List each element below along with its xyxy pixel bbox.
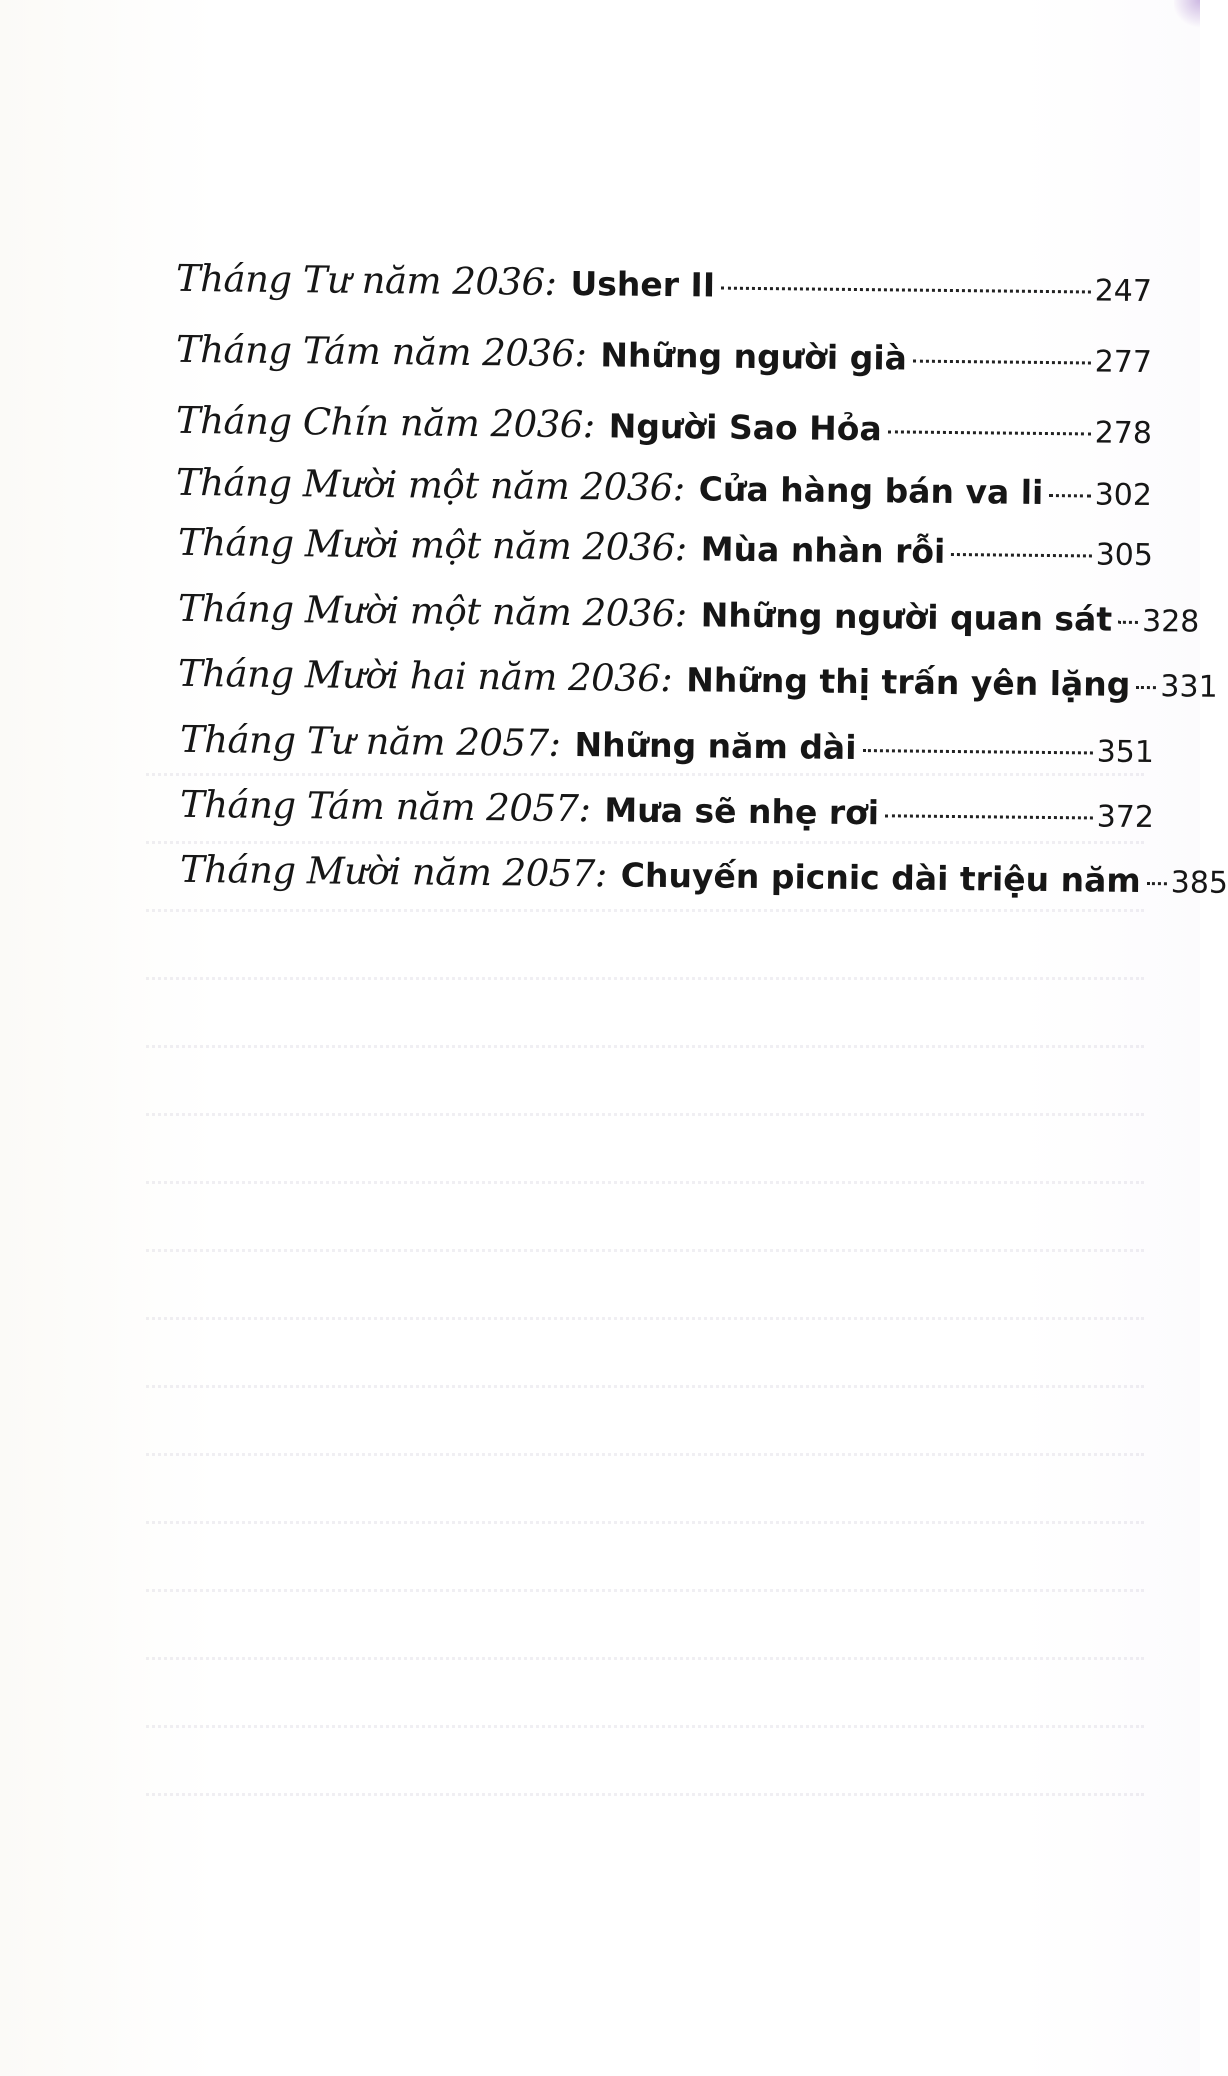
dot-leader — [862, 749, 1092, 754]
dot-leader — [888, 430, 1091, 435]
toc-entry-page: 331 — [1160, 669, 1218, 705]
toc-entry — [176, 399, 1152, 452]
toc-entry — [179, 847, 1228, 901]
toc-entry-page: 385 — [1170, 865, 1228, 901]
toc-entry-date: Tháng Mười một năm 2036: — [177, 520, 688, 570]
dot-leader — [1147, 882, 1167, 885]
toc-entry-date: Tháng Mười một năm 2036: — [177, 586, 688, 636]
toc-entry-date: Tháng Tư năm 2036: — [175, 256, 557, 304]
toc-entry-title: Usher II — [570, 264, 716, 305]
toc-entry-date: Tháng Tám năm 2057: — [179, 782, 591, 831]
toc-entry-page: 351 — [1096, 734, 1155, 771]
toc-entry — [177, 586, 1200, 640]
toc-entry — [180, 718, 1154, 771]
toc-entry-page: 278 — [1094, 415, 1153, 452]
toc-entry-title: Những người quan sát — [700, 595, 1113, 639]
toc-entry-date: Tháng Chín năm 2036: — [175, 398, 596, 447]
toc-entry-date: Tháng Mười năm 2057: — [179, 847, 608, 896]
toc-entry-date: Tháng Tư năm 2057: — [179, 717, 561, 765]
toc-entry-title: Những năm dài — [574, 725, 857, 767]
toc-entry-page: 372 — [1096, 799, 1155, 836]
toc-entry-page: 277 — [1094, 344, 1153, 381]
toc-entry-title: Cửa hàng bán va li — [698, 469, 1044, 512]
toc-entry-title: Mùa nhàn rỗi — [700, 529, 946, 571]
toc-entry-title: Những người già — [600, 335, 908, 378]
toc-entry-page: 247 — [1094, 273, 1153, 310]
toc-entry-title: Những thị trấn yên lặng — [686, 660, 1131, 704]
toc-entry-title: Mưa sẽ nhẹ rơi — [604, 790, 880, 833]
toc-entry-title: Chuyến picnic dài triệu năm — [620, 855, 1141, 900]
toc-entry — [178, 521, 1153, 574]
toc-entry-date: Tháng Mười một năm 2036: — [175, 460, 686, 510]
toc-entry — [177, 651, 1218, 705]
toc-entry — [176, 328, 1152, 381]
toc-entry-date: Tháng Mười hai năm 2036: — [177, 651, 673, 701]
toc-entry-page: 328 — [1141, 603, 1200, 640]
dot-leader — [885, 814, 1093, 819]
dot-leader — [913, 360, 1091, 365]
toc-entry-page: 305 — [1095, 537, 1154, 574]
toc-entry — [176, 257, 1152, 310]
dot-leader — [1118, 621, 1138, 624]
toc-entry — [180, 783, 1154, 836]
dot-leader — [1049, 494, 1090, 497]
dot-leader — [721, 287, 1091, 294]
dot-leader — [951, 553, 1091, 557]
toc-entry-page: 302 — [1094, 477, 1153, 514]
dot-leader — [1136, 686, 1156, 689]
toc-entry — [176, 461, 1152, 514]
toc-entry-date: Tháng Tám năm 2036: — [175, 327, 587, 376]
toc-entry-title: Người Sao Hỏa — [608, 406, 882, 449]
